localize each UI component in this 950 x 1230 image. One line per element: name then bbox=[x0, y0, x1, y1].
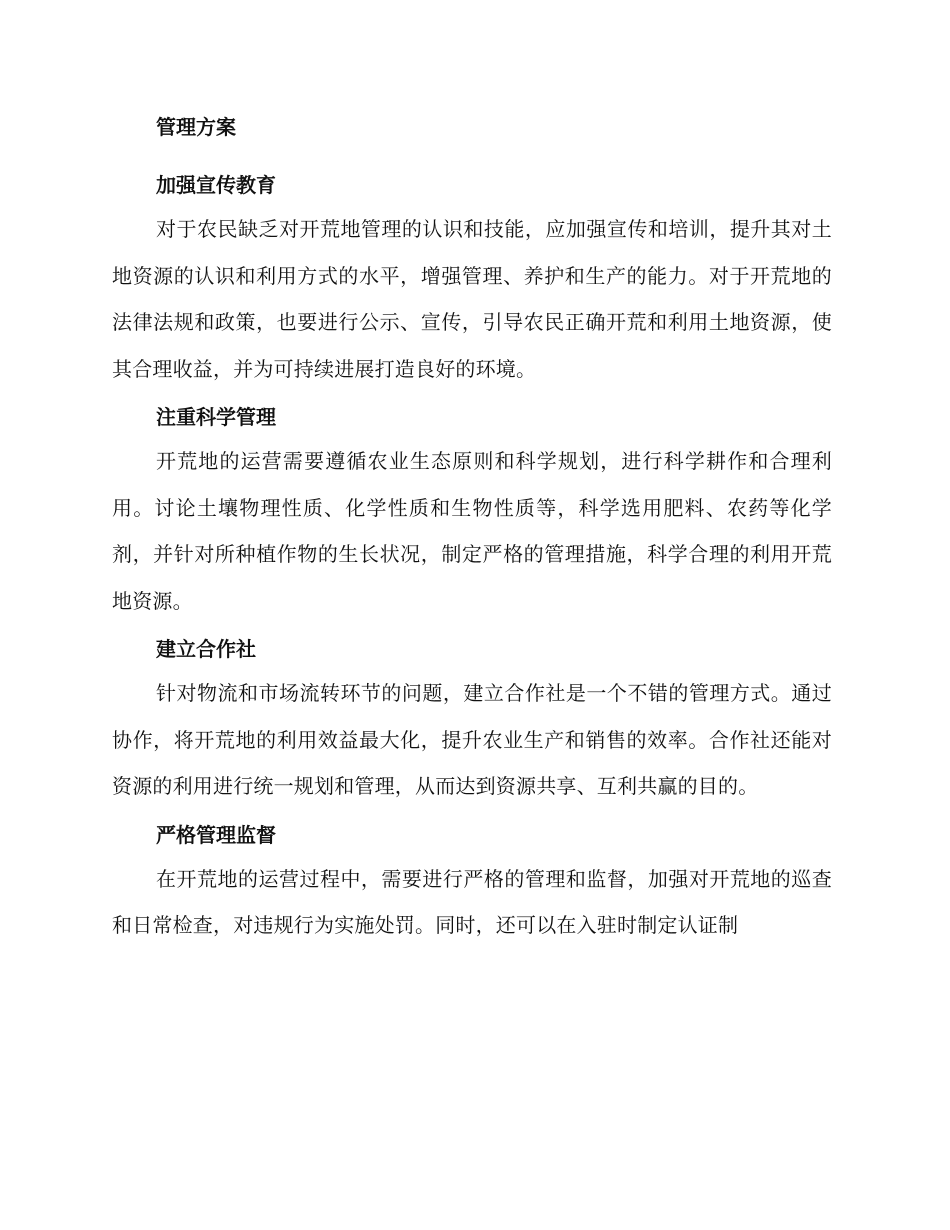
section-paragraph-publicity: 对于农民缺乏对开荒地管理的认识和技能，应加强宣传和培训，提升其对土地资源的认识和利用方式的水平，增强管理、养护和生产的能力。对于开荒地的法律法规和政策，也要进行公示、宣传，引导农民正确开荒和利用土地资源，使其合理收益，并为可持续进展打造良好的环境。 bbox=[112, 217, 832, 381]
section-paragraph-scientific-management: 开荒地的运营需要遵循农业生态原则和科学规划，进行科学耕作和合理利用。讨论土壤物理性质、化学性质和生物性质等，科学选用肥料、农药等化学剂，并针对所种植作物的生长状况，制定严格的管理措施，科学合理的利用开荒地资源。 bbox=[112, 449, 832, 613]
document-page bbox=[112, 112, 832, 949]
section-heading-scientific-management: 注重科学管理 bbox=[156, 405, 276, 429]
section-heading-cooperative: 建立合作社 bbox=[156, 637, 256, 661]
section-heading-supervision: 严格管理监督 bbox=[156, 822, 276, 847]
section-heading-publicity: 加强宣传教育 bbox=[156, 173, 276, 197]
section-paragraph-cooperative: 针对物流和市场流转环节的问题，建立合作社是一个不错的管理方式。通过协作，将开荒地的利用效益最大化，提升农业生产和销售的效率。合作社还能对资源的利用进行统一规划和管理，从而达到资源共享、互利共赢的目的。 bbox=[112, 681, 832, 798]
section-paragraph-supervision: 在开荒地的运营过程中，需要进行严格的管理和监督，加强对开荒地的巡查和日常检查，对违规行为实施处罚。同时，还可以在入驻时制定认证制 bbox=[112, 866, 832, 937]
document-title: 管理方案 bbox=[156, 115, 236, 139]
